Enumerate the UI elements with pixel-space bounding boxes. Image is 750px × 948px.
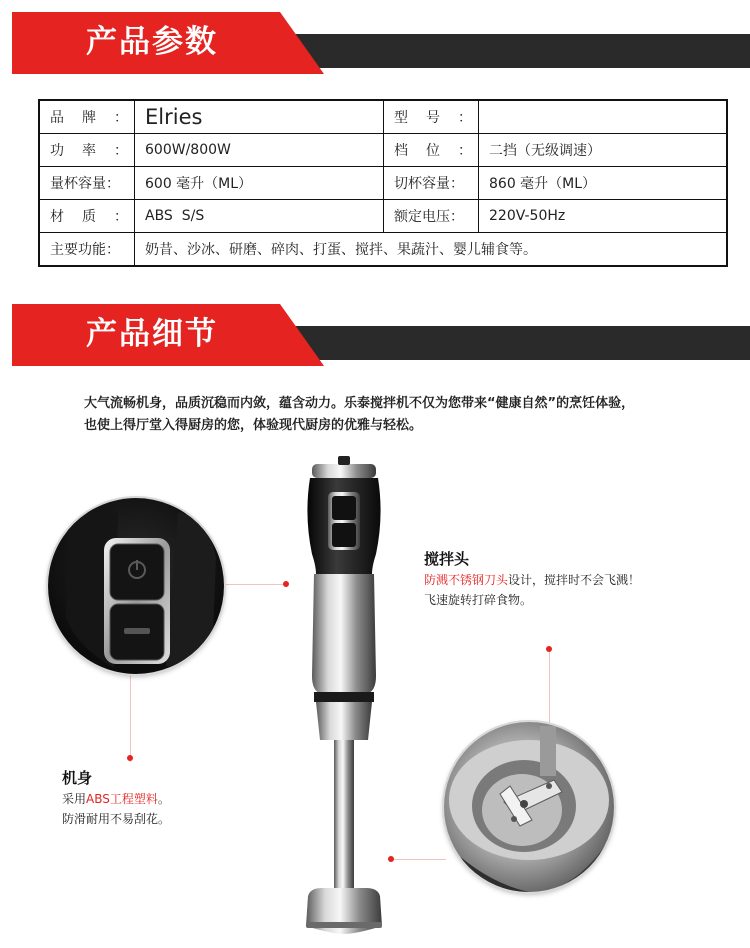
controls-illustration	[48, 498, 224, 674]
guide-line-body	[130, 674, 131, 762]
table-row	[39, 167, 727, 200]
params-banner	[12, 12, 750, 74]
voltage-label: 额定电压：	[384, 200, 479, 233]
guide-dot-stir	[546, 646, 552, 652]
details-title: 产品细节	[86, 316, 218, 352]
body-line-1	[62, 789, 170, 809]
speed-label: 档 位 ：	[384, 134, 479, 167]
blade-illustration	[444, 722, 614, 892]
stir-head-line-1	[424, 570, 640, 590]
body-title: 机身	[62, 769, 93, 787]
guide-dot-controls	[283, 581, 289, 587]
brand-label: 品 牌 ：	[39, 100, 135, 134]
params-table	[38, 99, 728, 267]
intro-line-1: 大气流畅机身，品质沉稳而内敛，蕴含动力。乐泰搅拌机不仅为您带来“健康自然”的烹饪体验，	[84, 396, 635, 411]
brand-value: Elries	[135, 100, 384, 134]
table-row	[39, 233, 727, 267]
model-value	[479, 100, 728, 134]
body-highlight: ABS工程塑料	[86, 792, 158, 806]
stir-head-highlight: 防溅不锈钢刀头	[424, 573, 509, 587]
intro-line-2: 也使上得厅堂入得厨房的您，体验现代厨房的优雅与轻松。	[84, 418, 423, 433]
guide-line-blade	[392, 859, 446, 860]
speed-value: 二挡（无级调速）	[479, 134, 728, 167]
body-line-2: 防滑耐用不易刮花。	[62, 812, 171, 826]
stir-head-callout	[424, 548, 640, 610]
table-row	[39, 100, 727, 134]
voltage-value: 220V-50Hz	[479, 200, 728, 233]
model-label: 型 号 ：	[384, 100, 479, 134]
chop-label: 切杯容量：	[384, 167, 479, 200]
function-value: 奶昔、沙冰、研磨、碎肉、打蛋、搅拌、果蔬汁、婴儿辅食等。	[135, 233, 728, 267]
chop-value: 860 毫升（ML）	[479, 167, 728, 200]
stir-head-rest: 设计，搅拌时不会飞溅！	[508, 573, 641, 587]
turbo-icon	[124, 628, 150, 634]
controls-zoom-image	[48, 498, 224, 674]
power-value: 600W/800W	[135, 134, 384, 167]
body-post: 。	[157, 792, 170, 806]
material-value: ABS S/S	[135, 200, 384, 233]
cup-label: 量杯容量：	[39, 167, 135, 200]
hand-blender-image	[296, 456, 396, 936]
body-pre: 采用	[62, 792, 87, 806]
blade-zoom-image	[444, 722, 614, 892]
power-label: 功 率 ：	[39, 134, 135, 167]
function-label: 主要功能：	[39, 233, 135, 267]
material-label: 材 质 ：	[39, 200, 135, 233]
stir-head-title: 搅拌头	[424, 550, 470, 568]
stir-head-line-2: 飞速旋转打碎食物。	[424, 593, 533, 607]
guide-dot-body	[127, 755, 133, 761]
params-title: 产品参数	[86, 24, 218, 60]
table-row	[39, 134, 727, 167]
table-row	[39, 200, 727, 233]
guide-line-stir	[549, 652, 550, 724]
guide-line-controls	[224, 584, 286, 585]
intro-text	[84, 393, 704, 437]
body-callout	[62, 767, 170, 829]
cup-value: 600 毫升（ML）	[135, 167, 384, 200]
details-banner	[12, 304, 750, 366]
